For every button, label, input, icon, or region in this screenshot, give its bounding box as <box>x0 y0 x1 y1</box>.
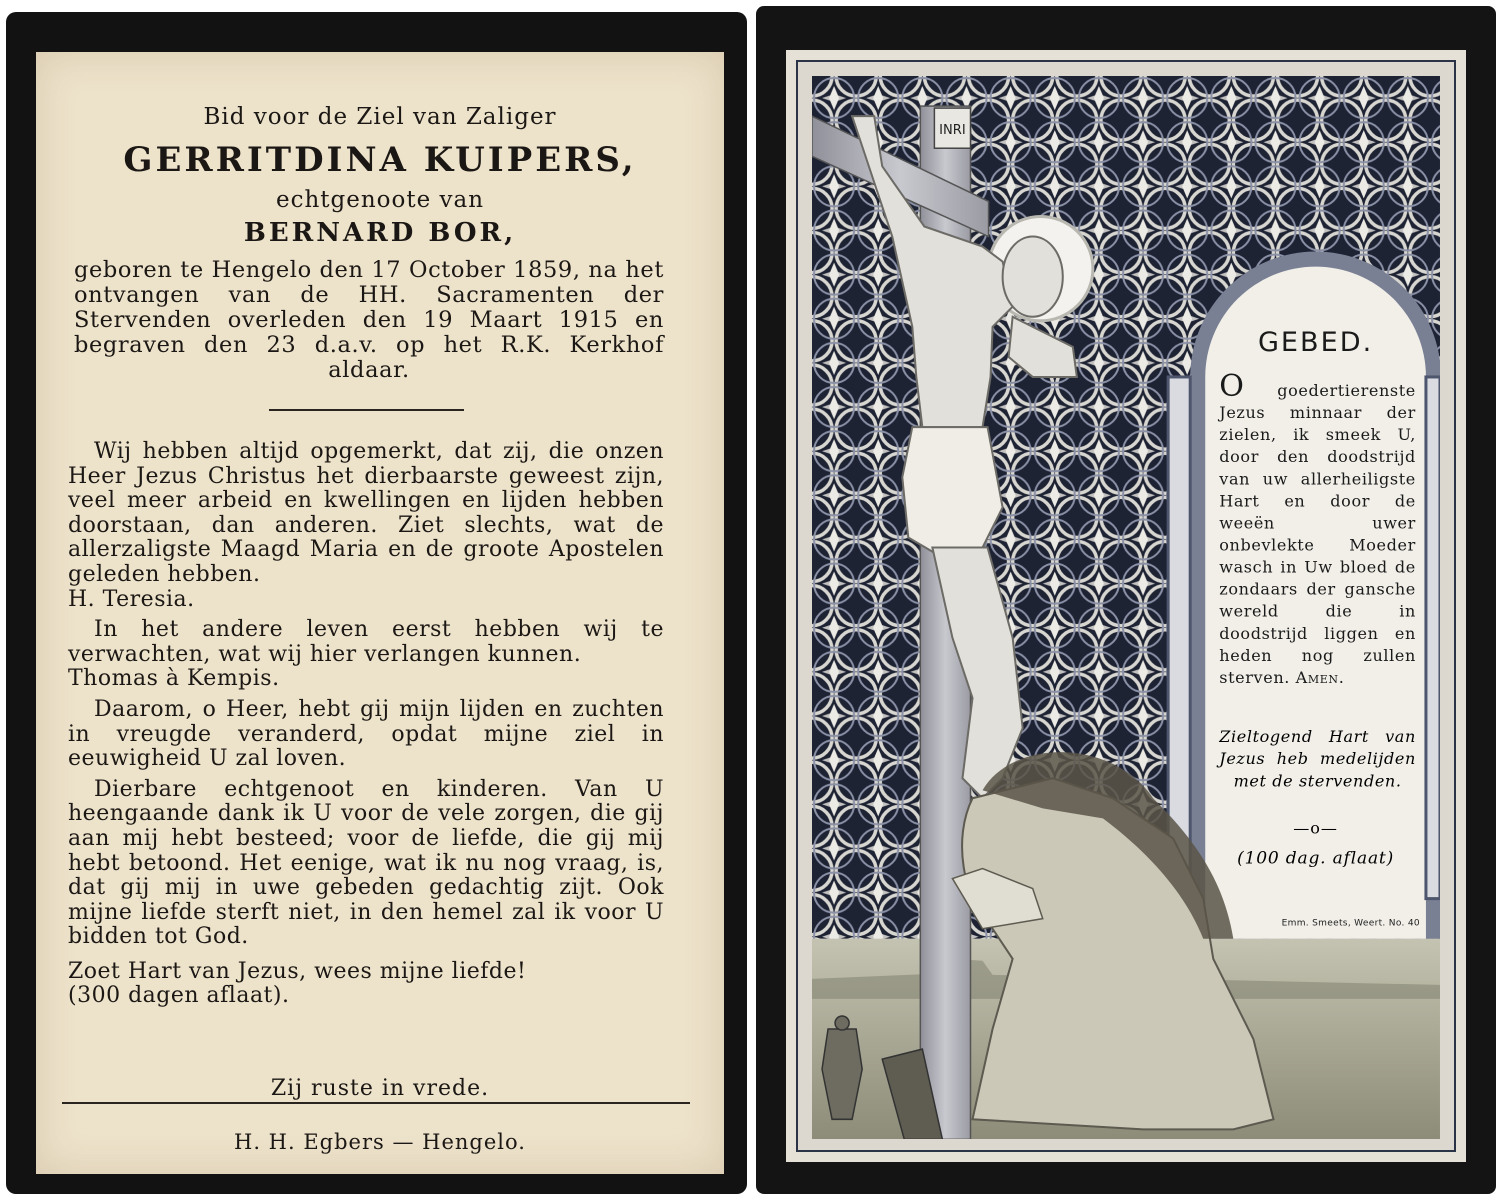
prayer-separator: —o— <box>1293 818 1338 838</box>
relation-line: echtgenoote van <box>275 187 485 213</box>
spouse-name: BERNARD BOR, <box>243 218 517 248</box>
prayer-body <box>1219 368 1416 689</box>
publisher-imprint: Emm. Smeets, Weert. No. 40 <box>1281 918 1420 929</box>
right-column <box>1426 377 1440 899</box>
deceased-name: GERRITDINA KUIPERS, <box>123 140 637 180</box>
farewell-text: Dierbare echtgenoot en kinderen. Van U heengaande dank ik U voor de vele zorgen, die gij aan mij hebt besteed; voor de liefde, die gij mij hebt betoond. Het eenige, wat ik nu nog vraag, is, dat gij mij in uwe gebeden gedachtig zijt. Ook mijne liefde sterft niet, in den hemel zal ik voor U bidden tot God. <box>68 776 664 950</box>
prayer-title: GEBED. <box>1257 326 1374 358</box>
prayer-amen: Amen. <box>1295 667 1345 687</box>
memorial-text <box>68 440 664 1009</box>
quote-kempis: In het andere leven eerst hebben wij te verwachten, wat wij hier verlangen kunnen. <box>68 617 664 667</box>
indulgence-note: (300 dagen aflaat). <box>68 983 290 1009</box>
invocation: Zoet Hart van Jezus, wees mijne liefde! <box>68 958 527 984</box>
crucifixion-illustration <box>812 76 1440 1139</box>
rest-in-peace: Zij ruste in vrede. <box>270 1076 490 1101</box>
quote-teresia-author: H. Teresia. <box>68 586 195 612</box>
ejaculation: Zieltogend Hart van Jezus heb medelijden met de stervenden. <box>1219 727 1416 791</box>
printer-credit: H. H. Egbers — Hengelo. <box>234 1130 526 1154</box>
biography: geboren te Hengelo den 17 October 1859, na het ontvangen van de HH. Sacramenten der Stervenden overleden den 19 Maart 1915 en begraven den 23 d.a.v. op het R.K. Kerkhof aldaar. <box>74 257 664 383</box>
divider-short <box>269 409 464 411</box>
quote-psalm: Daarom, o Heer, hebt gij mijn lijden en zuchten in vreugde veranderd, opdat mijne ziel in eeuwigheid U zal loven. <box>68 696 664 772</box>
memorial-card-text-side <box>6 12 747 1194</box>
prayer-text: goedertierenste Jezus minnaar der zielen, ik smeek U, door den doodstrijd van uw allerheiligste Hart en door de weeën uwer onbevlekte Moeder wasch in Uw bloed de zondaars der gansche wereld die in doodstrijd liggen en heden nog zullen sterven. <box>1219 380 1416 687</box>
memorial-card-image-side <box>756 6 1496 1194</box>
prayer-initial: O <box>1219 368 1245 405</box>
intro-line: Bid voor de Ziel van Zaliger <box>203 104 557 130</box>
card-paper <box>36 52 724 1174</box>
prayer-panel-text <box>1205 277 1426 979</box>
prayer-indulgence: (100 dag. aflaat) <box>1237 848 1395 869</box>
picture-frame <box>786 50 1466 1162</box>
divider-long <box>62 1102 690 1104</box>
picture-frame-inner <box>796 60 1456 1152</box>
inri-text: INRI <box>939 123 966 139</box>
quote-teresia: Wij hebben altijd opgemerkt, dat zij, die onzen Heer Jezus Christus het dierbaarste geweest zijn, veel meer arbeid en kwellingen en lijden hebben doorstaan, dan anderen. Ziet slechts, wat de allerzaligste Maagd Maria en de groote Apostelen geleden hebben. <box>68 439 664 587</box>
quote-kempis-author: Thomas à Kempis. <box>68 666 280 692</box>
